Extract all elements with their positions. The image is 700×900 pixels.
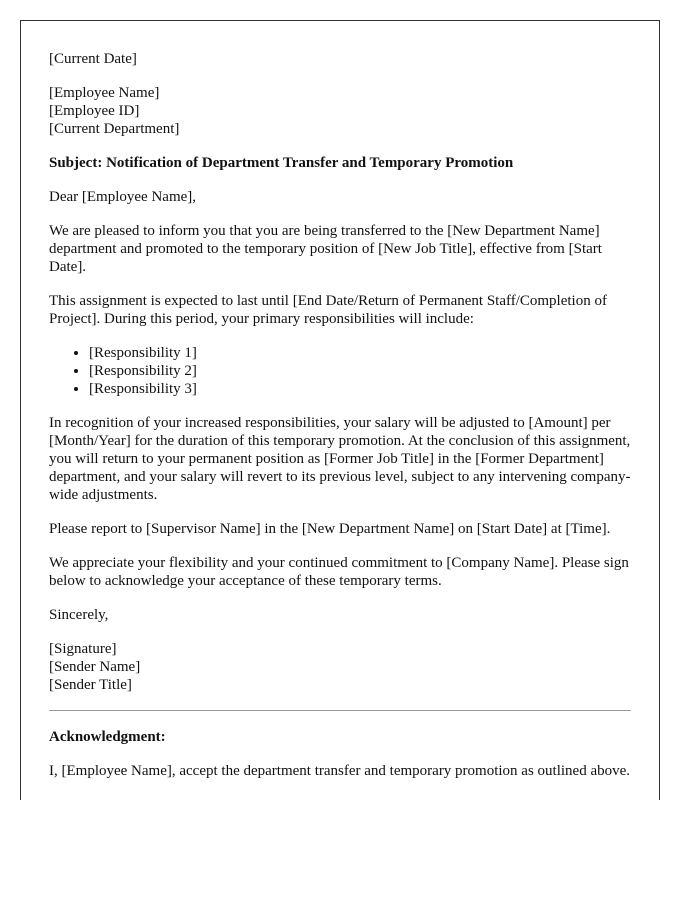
recipient-name: [Employee Name] xyxy=(49,85,160,101)
sender-title: [Sender Title] xyxy=(49,677,132,693)
recipient-id: [Employee ID] xyxy=(49,103,140,119)
acknowledgment-text: I, [Employee Name], accept the department transfer and temporary promotion as outlined above. xyxy=(49,763,631,779)
responsibilities-list xyxy=(49,344,631,398)
recipient-block xyxy=(49,84,631,138)
paragraph-appreciation: We appreciate your flexibility and your continued commitment to [Company Name]. Please sign below to acknowledge your acceptance of these temporary terms. xyxy=(49,555,629,589)
paragraph-salary: In recognition of your increased responsibilities, your salary will be adjusted to [Amount] per [Month/Year] for the duration of this temporary promotion. At the conclusion of this assignment, you will return to your permanent position as [Former Job Title] in the [Former Department] department, and your salary will revert to its previous level, subject to any intervening company-wide adjustments. xyxy=(49,415,631,503)
acknowledgment-heading: Acknowledgment: xyxy=(49,729,166,745)
letter-page xyxy=(20,20,660,800)
list-item: • [Responsibility 3] xyxy=(89,380,631,398)
list-item: • [Responsibility 2] xyxy=(89,362,631,380)
paragraph-assignment: This assignment is expected to last until [End Date/Return of Permanent Staff/Completion of Project]. During this period, your primary responsibilities will include: xyxy=(49,293,607,327)
paragraph-report: Please report to [Supervisor Name] in the [New Department Name] on [Start Date] at [Time]. xyxy=(49,521,611,537)
sender-name: [Sender Name] xyxy=(49,659,141,675)
salutation: Dear [Employee Name], xyxy=(49,189,197,205)
divider xyxy=(49,710,631,711)
recipient-department: [Current Department] xyxy=(49,121,180,137)
list-item: • [Responsibility 1] xyxy=(89,344,631,362)
letter-date: [Current Date] xyxy=(49,51,137,67)
letter-subject: Subject: Notification of Department Transfer and Temporary Promotion xyxy=(49,155,514,171)
paragraph-transfer: We are pleased to inform you that you are being transferred to the [New Department Name] department and promoted to the temporary position of [New Job Title], effective from [Start Date]. xyxy=(49,223,602,275)
closing: Sincerely, xyxy=(49,607,109,623)
signature-block xyxy=(49,640,631,694)
signature: [Signature] xyxy=(49,641,117,657)
